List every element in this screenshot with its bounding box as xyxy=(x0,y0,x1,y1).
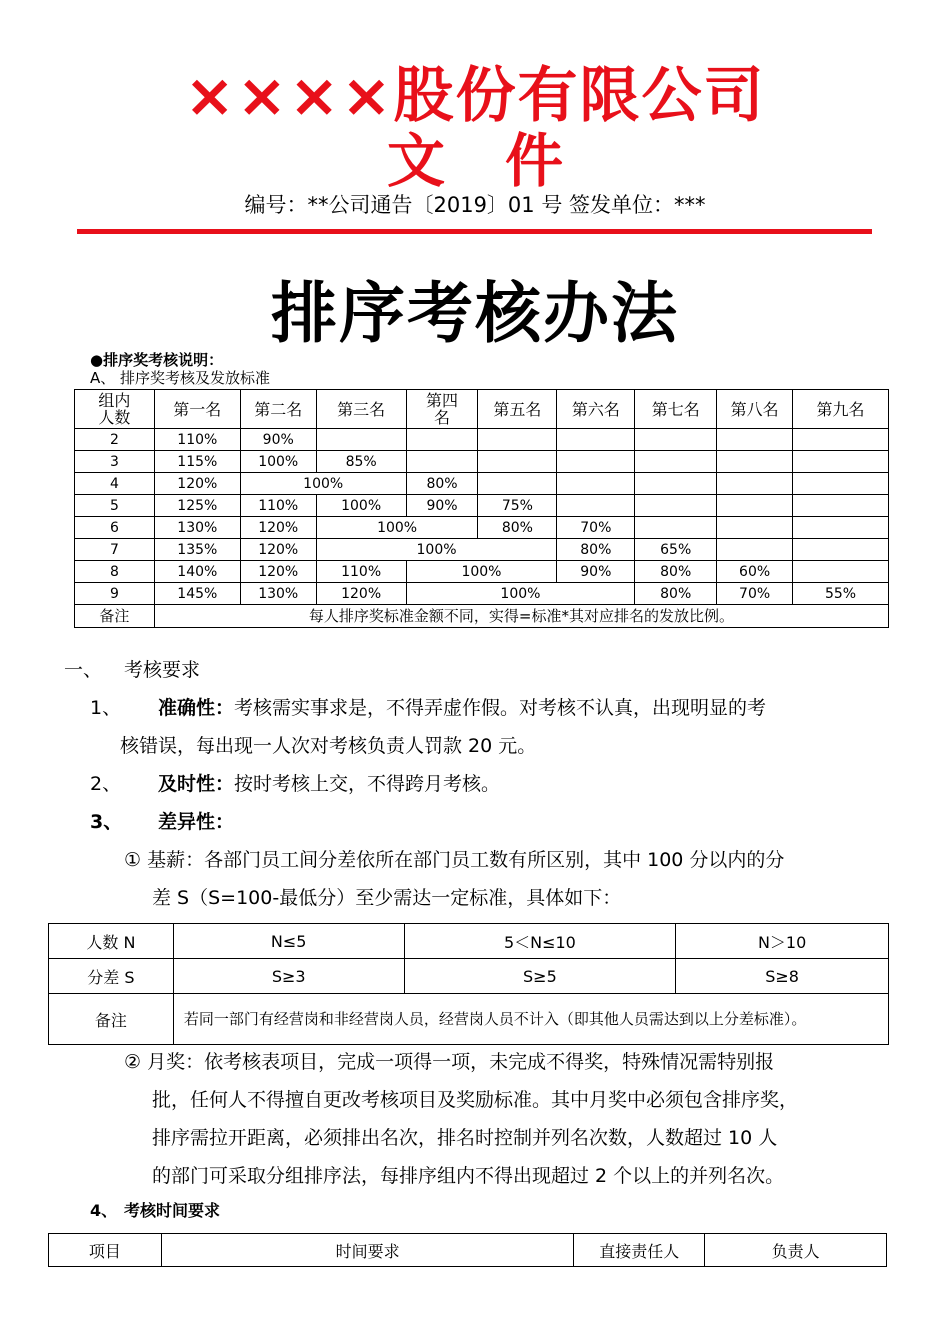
cell: 120% xyxy=(240,517,316,539)
rank-section-subheading: A、 排序奖考核及发放标准 xyxy=(90,369,271,387)
cell: 65% xyxy=(635,539,717,561)
cell: 100% xyxy=(316,539,557,561)
cell: 3 xyxy=(75,451,155,473)
cell: 100% xyxy=(316,495,406,517)
table-row xyxy=(75,451,889,473)
cell: 100% xyxy=(316,517,478,539)
cell: 125% xyxy=(154,495,240,517)
cell: 110% xyxy=(154,429,240,451)
table-header-row xyxy=(75,390,889,429)
note-label: 备注 xyxy=(49,994,174,1045)
document-label: 文件 xyxy=(386,127,623,195)
cell: 6 xyxy=(75,517,155,539)
cell: N≤5 xyxy=(173,924,404,959)
cell: N＞10 xyxy=(676,924,889,959)
cell: 80% xyxy=(635,561,717,583)
cell: S≥8 xyxy=(676,959,889,994)
cell: 90% xyxy=(406,495,478,517)
table-row xyxy=(75,495,889,517)
header-cell: 第二名 xyxy=(240,390,316,429)
rank-section-heading: ●排序奖考核说明： xyxy=(90,351,224,369)
note-text: 若同一部门有经营岗和非经营岗人员，经营岗人员不计入（即其他人员需达到以上分差标准）。 xyxy=(173,994,888,1045)
table-row xyxy=(49,924,889,959)
note-text: 每人排序奖标准金额不同，实得=标准*其对应排名的发放比例。 xyxy=(154,605,888,628)
item2-number: 2、 xyxy=(90,773,122,795)
table-header-row xyxy=(49,1234,887,1267)
cell: 9 xyxy=(75,583,155,605)
cell: 80% xyxy=(635,583,717,605)
cell: 100% xyxy=(406,561,557,583)
cell: 120% xyxy=(240,561,316,583)
monthly-bonus-text-3: 排序需拉开距离，必须排出名次，排名时控制并列名次数，人数超过 10 人 xyxy=(152,1127,778,1149)
header-cell: 项目 xyxy=(49,1234,162,1267)
table-row xyxy=(75,517,889,539)
table-note-row xyxy=(75,605,889,628)
cell: 120% xyxy=(316,583,406,605)
header-cell: 第五名 xyxy=(478,390,557,429)
header-cell: 第三名 xyxy=(316,390,406,429)
cell: 85% xyxy=(316,451,406,473)
base-salary-text-cont: 差 S（S=100-最低分）至少需达一定标准，具体如下： xyxy=(152,887,622,909)
header-cell: 第四 名 xyxy=(406,390,478,429)
item1-number: 1、 xyxy=(90,697,122,719)
item4-number: 4、 xyxy=(90,1201,118,1220)
requirements-heading-number: 一、 xyxy=(64,659,103,681)
table-row xyxy=(75,583,889,605)
cell: 分差 S xyxy=(49,959,174,994)
cell: 7 xyxy=(75,539,155,561)
cell: 110% xyxy=(240,495,316,517)
cell: 2 xyxy=(75,429,155,451)
item4-label: 考核时间要求 xyxy=(124,1201,221,1220)
item2-line xyxy=(158,765,500,803)
cell: 130% xyxy=(240,583,316,605)
cell: 110% xyxy=(316,561,406,583)
cell: 135% xyxy=(154,539,240,561)
cell: 4 xyxy=(75,473,155,495)
cell: 60% xyxy=(717,561,793,583)
item2-text: 按时考核上交，不得跨月考核。 xyxy=(234,773,501,795)
cell: 130% xyxy=(154,517,240,539)
cell: 70% xyxy=(557,517,635,539)
document-number: 编号：**公司通告〔2019〕01 号 签发单位：*** xyxy=(244,193,706,217)
page-title: 排序考核办法 xyxy=(271,275,679,352)
cell: 100% xyxy=(240,451,316,473)
cell: 140% xyxy=(154,561,240,583)
header-cell: 时间要求 xyxy=(161,1234,573,1267)
cell: 80% xyxy=(557,539,635,561)
red-divider xyxy=(77,229,872,234)
cell: 90% xyxy=(240,429,316,451)
rank-bonus-table xyxy=(74,389,889,628)
item1-label: 准确性： xyxy=(158,697,235,719)
cell: 100% xyxy=(240,473,406,495)
cell: 55% xyxy=(793,583,889,605)
table-row xyxy=(75,539,889,561)
cell: S≥3 xyxy=(173,959,404,994)
table-note-row xyxy=(49,994,889,1045)
item3-number: 3、 xyxy=(90,811,123,833)
cell: 90% xyxy=(557,561,635,583)
cell: 5＜N≤10 xyxy=(404,924,676,959)
cell: 80% xyxy=(406,473,478,495)
monthly-bonus-text: ② 月奖：依考核表项目，完成一项得一项，未完成不得奖，特殊情况需特别报 xyxy=(124,1051,775,1073)
note-label: 备注 xyxy=(75,605,155,628)
cell: 115% xyxy=(154,451,240,473)
cell: 70% xyxy=(717,583,793,605)
item1-line xyxy=(158,689,766,727)
cell: 100% xyxy=(406,583,635,605)
cell: 8 xyxy=(75,561,155,583)
cell: 120% xyxy=(240,539,316,561)
score-gap-table xyxy=(48,923,889,1045)
cell: 75% xyxy=(478,495,557,517)
cell: S≥5 xyxy=(404,959,676,994)
header-cell: 第六名 xyxy=(557,390,635,429)
item1-text-cont: 核错误，每出现一人次对考核负责人罚款 20 元。 xyxy=(120,735,537,757)
header-cell: 负责人 xyxy=(705,1234,887,1267)
time-requirement-table xyxy=(48,1233,887,1267)
header-cell: 第一名 xyxy=(154,390,240,429)
header-cell: 第八名 xyxy=(717,390,793,429)
monthly-bonus-text-2: 批，任何人不得擅自更改考核项目及奖励标准。其中月奖中必须包含排序奖， xyxy=(152,1089,799,1111)
requirements-heading: 考核要求 xyxy=(124,659,201,681)
item2-label: 及时性： xyxy=(158,773,235,795)
table-row xyxy=(75,473,889,495)
table-row xyxy=(75,561,889,583)
monthly-bonus-text-4: 的部门可采取分组排序法，每排序组内不得出现超过 2 个以上的并列名次。 xyxy=(152,1165,785,1187)
table-row xyxy=(49,959,889,994)
cell: 145% xyxy=(154,583,240,605)
base-salary-text: ① 基薪：各部门员工间分差依所在部门员工数有所区别，其中 100 分以内的分 xyxy=(124,849,785,871)
cell: 120% xyxy=(154,473,240,495)
item3-label: 差异性： xyxy=(158,811,235,833)
header-cell: 组内 人数 xyxy=(75,390,155,429)
header-cell: 直接责任人 xyxy=(574,1234,705,1267)
company-name: ××××股份有限公司 xyxy=(184,61,766,131)
cell: 5 xyxy=(75,495,155,517)
header-cell: 第九名 xyxy=(793,390,889,429)
table-row xyxy=(75,429,889,451)
header-cell: 第七名 xyxy=(635,390,717,429)
item1-text: 考核需实事求是，不得弄虚作假。对考核不认真，出现明显的考 xyxy=(234,697,767,719)
cell: 80% xyxy=(478,517,557,539)
cell: 人数 N xyxy=(49,924,174,959)
